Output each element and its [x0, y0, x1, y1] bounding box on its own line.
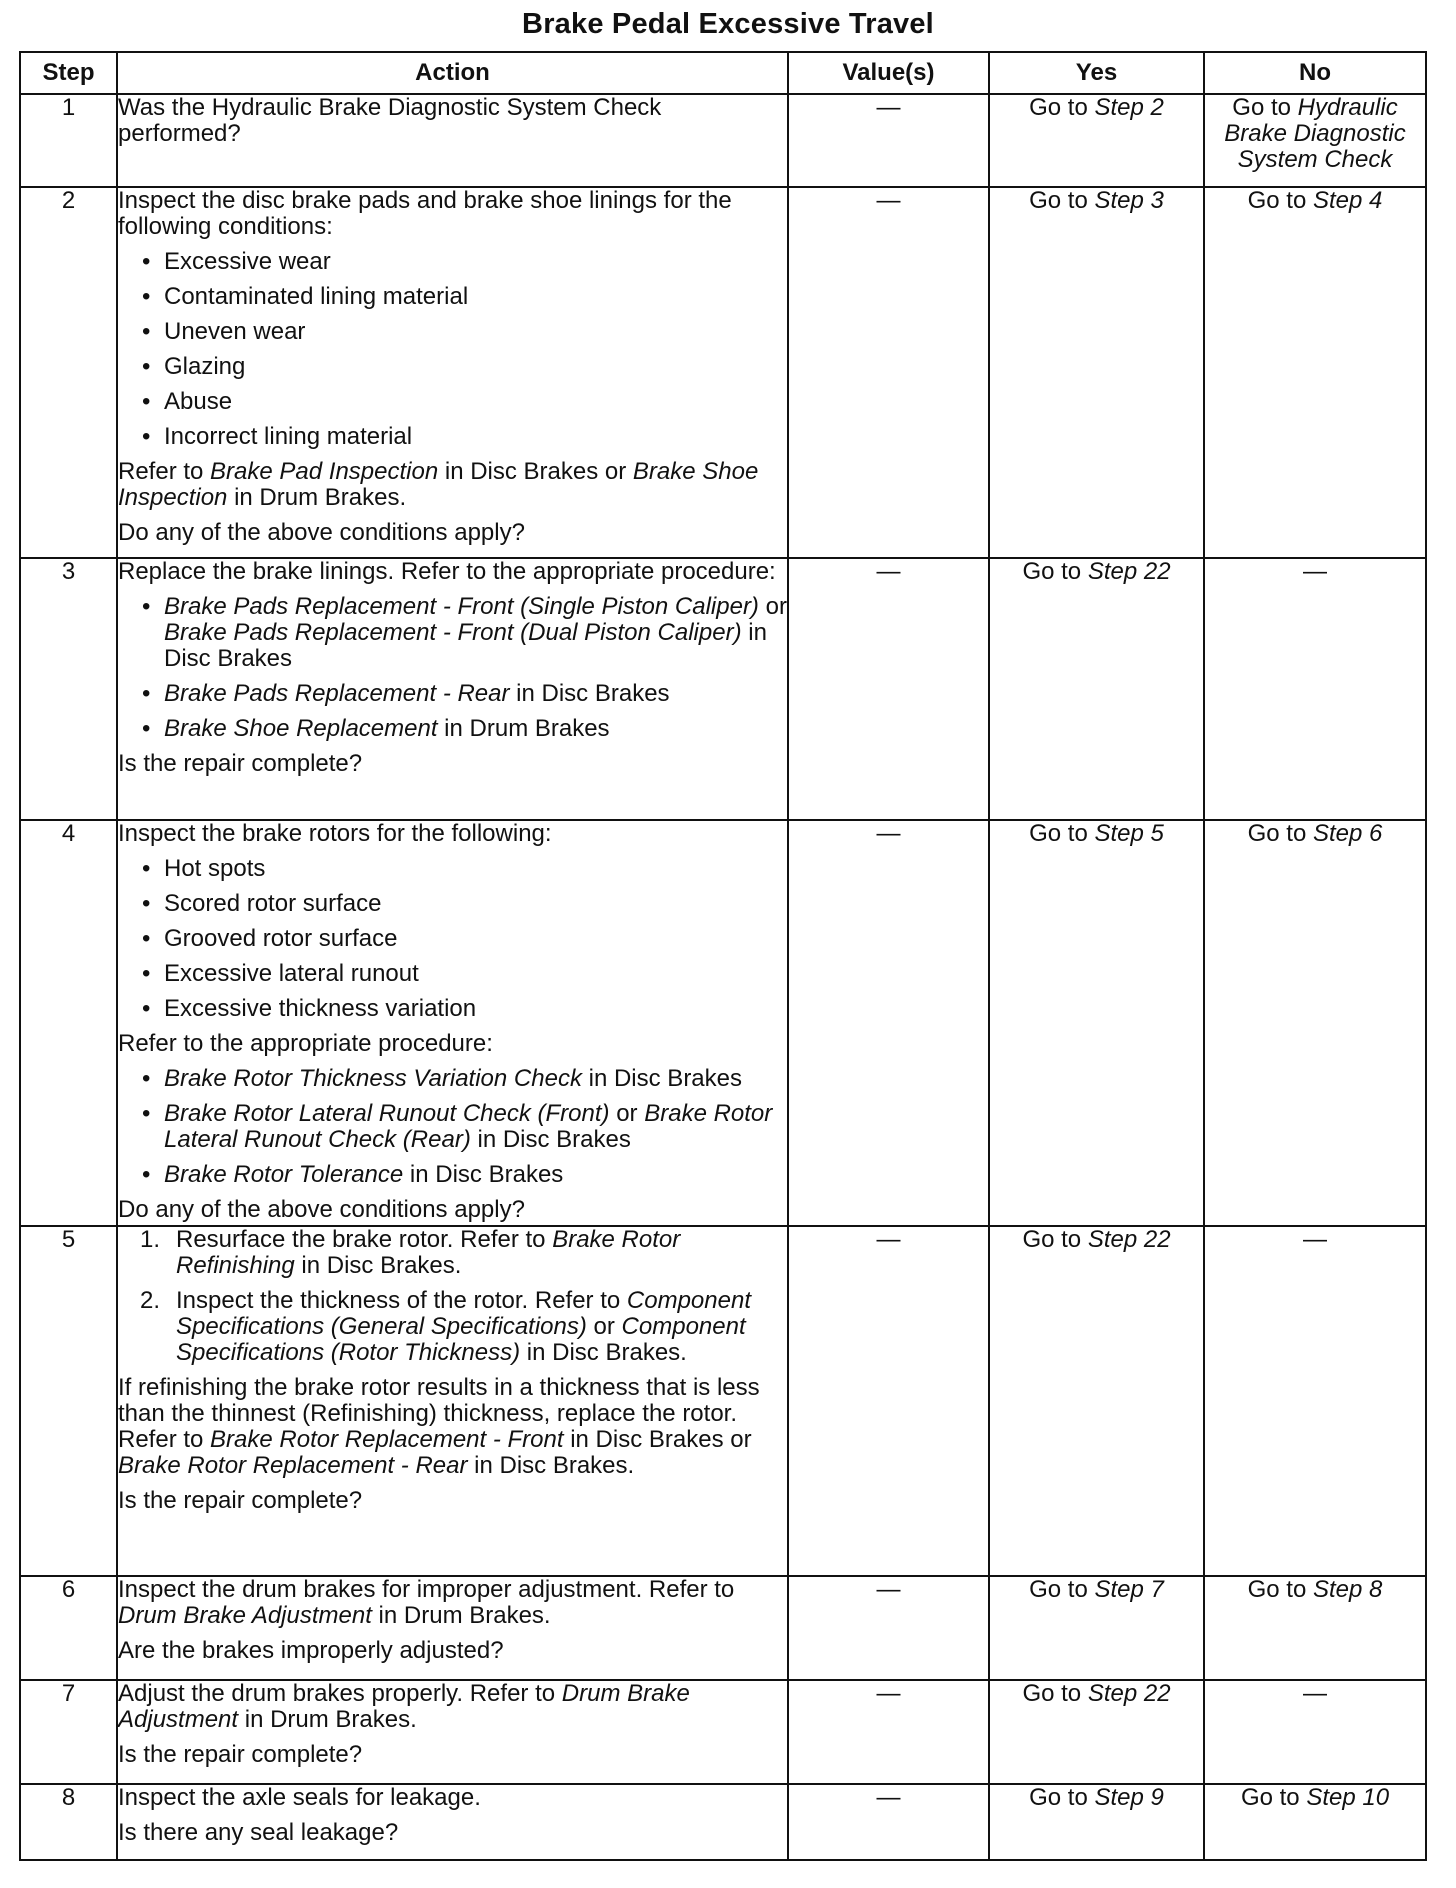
table-row — [20, 187, 1426, 558]
action-cell — [117, 1226, 788, 1576]
table-row — [20, 558, 1426, 820]
list-item: • Grooved rotor surface — [118, 926, 787, 952]
page-title: Brake Pedal Excessive Travel — [522, 8, 934, 40]
conditions-list — [118, 249, 787, 450]
no-cell: Go to Step 8 — [1204, 1576, 1426, 1680]
yes-cell: Go to Step 5 — [989, 820, 1204, 1226]
yes-link[interactable]: Step 9 — [1094, 1784, 1164, 1811]
no-cell: — — [1204, 1680, 1426, 1784]
yes-link[interactable]: Step 22 — [1087, 558, 1171, 585]
no-link[interactable]: Step 8 — [1312, 1576, 1383, 1603]
list-item: • Excessive lateral runout — [118, 961, 787, 987]
procedure-link[interactable]: Brake Pads Replacement - Front (Single Piston Caliper) — [164, 593, 759, 620]
procedure-link[interactable]: Brake Rotor Thickness Variation Check — [164, 1065, 582, 1092]
procedure-link[interactable]: Component Specifications (General Specifications) — [176, 1287, 751, 1340]
list-item: • Brake Shoe Replacement in Drum Brakes — [118, 716, 787, 742]
table-row — [20, 1784, 1426, 1860]
action-question: Do any of the above conditions apply? — [118, 519, 525, 546]
procedure-link[interactable]: Brake Pads Replacement - Rear — [164, 680, 510, 707]
action-text: Inspect the drum brakes for improper adjustment. Refer to Drum Brake Adjustment in Drum Brakes. — [118, 1576, 735, 1629]
action-text: Adjust the drum brakes properly. Refer to Drum Brake Adjustment in Drum Brakes. — [118, 1680, 690, 1733]
step-number: 1 — [20, 94, 117, 187]
yes-link[interactable]: Step 22 — [1087, 1680, 1171, 1707]
procedure-link[interactable]: Component Specifications (Rotor Thickness) — [176, 1313, 746, 1366]
header-yes: Yes — [989, 52, 1204, 94]
table-row — [20, 1226, 1426, 1576]
numbered-list — [118, 1227, 787, 1366]
procedure-link[interactable]: Brake Rotor Tolerance — [164, 1161, 404, 1188]
list-item: • Excessive wear — [118, 249, 787, 275]
list-item: 1. Resurface the brake rotor. Refer to Brake Rotor Refinishing in Disc Brakes. — [140, 1226, 681, 1279]
action-cell — [117, 187, 788, 558]
value-cell: — — [788, 1576, 989, 1680]
no-cell: — — [1204, 558, 1426, 820]
list-item: • Excessive thickness variation — [118, 996, 787, 1022]
step-number: 5 — [20, 1226, 117, 1576]
header-step: Step — [20, 52, 117, 94]
action-cell — [117, 820, 788, 1226]
action-paragraph: If refinishing the brake rotor results in a thickness that is less than the thinnest (Refinishing) thickness, replace the rotor. Refer to Brake Rotor Replacement - Front in Disc Brakes or Brake Rotor Replacement - Rear in Disc Brakes. — [118, 1374, 760, 1479]
yes-link[interactable]: Step 7 — [1094, 1576, 1164, 1603]
procedure-link[interactable]: Brake Pads Replacement - Front (Dual Piston Caliper) — [164, 619, 742, 646]
no-cell: Go to Step 4 — [1204, 187, 1426, 558]
yes-link[interactable]: Step 2 — [1094, 94, 1164, 121]
list-item: • Brake Pads Replacement - Rear in Disc Brakes — [118, 681, 787, 707]
diagnostic-table — [19, 51, 1427, 1861]
no-cell: Go to Hydraulic Brake Diagnostic System Check — [1204, 94, 1426, 187]
action-intro: Inspect the brake rotors for the following: — [118, 820, 552, 847]
table-row — [20, 820, 1426, 1226]
yes-cell: Go to Step 9 — [989, 1784, 1204, 1860]
list-item: 2. Inspect the thickness of the rotor. Refer to Component Specifications (General Specifications) or Component Specifications (Rotor Thickness) in Disc Brakes. — [140, 1287, 751, 1366]
procedure-list — [118, 1066, 787, 1188]
list-item: • Brake Rotor Tolerance in Disc Brakes — [118, 1162, 787, 1188]
value-cell: — — [788, 820, 989, 1226]
list-item: • Glazing — [118, 354, 787, 380]
list-item: • Scored rotor surface — [118, 891, 787, 917]
table-row — [20, 1680, 1426, 1784]
action-question: Are the brakes improperly adjusted? — [118, 1637, 504, 1664]
step-number: 8 — [20, 1784, 117, 1860]
procedure-list — [118, 594, 787, 742]
yes-cell: Go to Step 22 — [989, 558, 1204, 820]
action-question: Is the repair complete? — [118, 750, 363, 777]
value-cell: — — [788, 1680, 989, 1784]
value-cell: — — [788, 1784, 989, 1860]
yes-cell: Go to Step 3 — [989, 187, 1204, 558]
step-number: 3 — [20, 558, 117, 820]
table-row — [20, 1576, 1426, 1680]
action-cell — [117, 1784, 788, 1860]
action-cell — [117, 1680, 788, 1784]
action-question: Is the repair complete? — [118, 1741, 363, 1768]
no-link[interactable]: Step 10 — [1306, 1784, 1390, 1811]
procedure-link[interactable]: Brake Rotor Replacement - Rear — [118, 1452, 468, 1479]
procedure-link[interactable]: Brake Rotor Replacement - Front — [210, 1426, 564, 1453]
no-cell: Go to Step 10 — [1204, 1784, 1426, 1860]
value-cell: — — [788, 187, 989, 558]
list-item: • Hot spots — [118, 856, 787, 882]
value-cell: — — [788, 558, 989, 820]
list-item: • Abuse — [118, 389, 787, 415]
action-text: Inspect the axle seals for leakage. — [118, 1784, 481, 1811]
reference-link[interactable]: Brake Pad Inspection — [210, 458, 439, 485]
list-item: • Uneven wear — [118, 319, 787, 345]
step-number: 6 — [20, 1576, 117, 1680]
action-cell — [117, 94, 788, 187]
yes-link[interactable]: Step 5 — [1094, 820, 1164, 847]
list-item: • Brake Pads Replacement - Front (Single Piston Caliper) or Brake Pads Replacement - Front (Dual Piston Caliper) in Disc Brakes — [118, 594, 787, 672]
list-item: • Brake Rotor Lateral Runout Check (Front) or Brake Rotor Lateral Runout Check (Rear) in Disc Brakes — [118, 1101, 787, 1153]
yes-cell: Go to Step 22 — [989, 1680, 1204, 1784]
action-question: Is there any seal leakage? — [118, 1819, 399, 1846]
procedure-link[interactable]: Brake Rotor Lateral Runout Check (Rear) — [164, 1100, 773, 1153]
action-cell — [117, 1576, 788, 1680]
list-item: • Contaminated lining material — [118, 284, 787, 310]
no-link[interactable]: Step 6 — [1312, 820, 1383, 847]
yes-link[interactable]: Step 3 — [1094, 187, 1164, 214]
no-link[interactable]: Hydraulic Brake Diagnostic System Check — [1224, 94, 1406, 173]
no-link[interactable]: Step 4 — [1312, 187, 1383, 214]
list-item: • Incorrect lining material — [118, 424, 787, 450]
action-intro: Replace the brake linings. Refer to the appropriate procedure: — [118, 558, 776, 585]
procedure-link[interactable]: Brake Rotor Lateral Runout Check (Front) — [164, 1100, 610, 1127]
reference-link[interactable]: Brake Shoe Inspection — [118, 458, 759, 511]
step-number: 2 — [20, 187, 117, 558]
conditions-list — [118, 856, 787, 1022]
reference-intro: Refer to the appropriate procedure: — [118, 1030, 493, 1057]
procedure-link[interactable]: Drum Brake Adjustment — [118, 1602, 372, 1629]
value-cell: — — [788, 94, 989, 187]
reference-text: Refer to Brake Pad Inspection in Disc Brakes or Brake Shoe Inspection in Drum Brakes. — [118, 458, 759, 511]
no-cell: — — [1204, 1226, 1426, 1576]
action-question: Do any of the above conditions apply? — [118, 1196, 525, 1223]
header-values: Value(s) — [788, 52, 989, 94]
procedure-link[interactable]: Brake Rotor Refinishing — [176, 1226, 681, 1279]
no-cell: Go to Step 6 — [1204, 820, 1426, 1226]
table-header-row — [20, 52, 1426, 94]
procedure-link[interactable]: Brake Shoe Replacement — [164, 715, 438, 742]
header-no: No — [1204, 52, 1426, 94]
action-text: Was the Hydraulic Brake Diagnostic System Check performed? — [118, 94, 662, 147]
yes-cell: Go to Step 2 — [989, 94, 1204, 187]
action-intro: Inspect the disc brake pads and brake shoe linings for the following conditions: — [118, 187, 732, 240]
step-number: 4 — [20, 820, 117, 1226]
yes-cell: Go to Step 22 — [989, 1226, 1204, 1576]
table-row — [20, 94, 1426, 187]
value-cell: — — [788, 1226, 989, 1576]
yes-cell: Go to Step 7 — [989, 1576, 1204, 1680]
yes-link[interactable]: Step 22 — [1087, 1226, 1171, 1253]
procedure-link[interactable]: Drum Brake Adjustment — [118, 1680, 690, 1733]
action-question: Is the repair complete? — [118, 1487, 363, 1514]
step-number: 7 — [20, 1680, 117, 1784]
list-item: • Brake Rotor Thickness Variation Check in Disc Brakes — [118, 1066, 787, 1092]
action-cell — [117, 558, 788, 820]
header-action: Action — [117, 52, 788, 94]
